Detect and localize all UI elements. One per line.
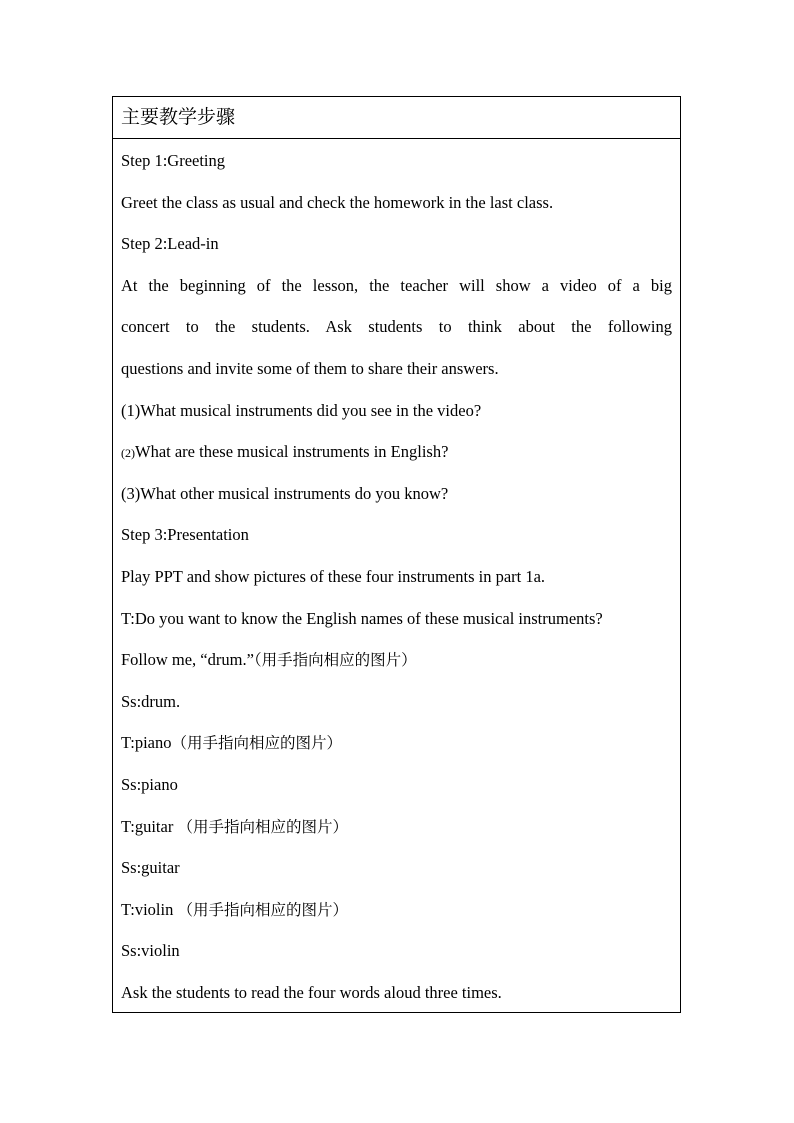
teacher-violin: T:violin （用手指向相应的图片） (121, 899, 348, 919)
students-violin: Ss:violin (121, 941, 180, 961)
pointing-note: （用手指向相应的图片） (253, 651, 417, 670)
question-1: (1)What musical instruments did you see in the video? (121, 400, 482, 420)
step-1-heading: Step 1:Greeting (121, 151, 226, 170)
lesson-steps-table (112, 96, 681, 1013)
students-guitar: Ss:guitar (121, 858, 180, 878)
question-2-number: (2) (121, 446, 135, 461)
students-piano: Ss:piano (121, 774, 178, 794)
step-3-heading: Step 3:Presentation (121, 525, 249, 545)
students-drum: Ss:drum. (121, 691, 181, 711)
teacher-piano: T:piano（用手指向相应的图片） (121, 733, 343, 753)
table-header: 主要教学步骤 (121, 106, 236, 128)
lead-in-text-line-3: questions and invite some of them to share their answers. (121, 358, 499, 378)
table-header-cell (113, 97, 680, 139)
reading-instruction: Ask the students to read the four words aloud three times. (121, 982, 502, 1002)
step-2-heading: Step 2:Lead-in (121, 234, 219, 254)
presentation-instruction: Play PPT and show pictures of these four instruments in part 1a. (121, 566, 546, 586)
teacher-drum: Follow me, “drum.”（用手指向相应的图片） (121, 650, 417, 670)
question-2: (2)What are these musical instruments in English? (121, 442, 449, 462)
table-body-cell (113, 139, 680, 1022)
teacher-guitar: T:guitar （用手指向相应的图片） (121, 816, 348, 836)
pointing-note: （用手指向相应的图片） (177, 817, 348, 836)
greeting-instruction: Greet the class as usual and check the homework in the last class. (121, 192, 554, 212)
lead-in-text-line-2: concert to the students. Ask students to think about the following (121, 317, 672, 337)
pointing-note: （用手指向相应的图片） (171, 734, 343, 753)
pointing-note: （用手指向相应的图片） (177, 900, 348, 919)
lead-in-text-line-1: At the beginning of the lesson, the teacher will show a video of a big (121, 275, 672, 295)
teacher-question: T:Do you want to know the English names of these musical instruments? (121, 608, 603, 628)
question-3: (3)What other musical instruments do you know? (121, 483, 449, 503)
